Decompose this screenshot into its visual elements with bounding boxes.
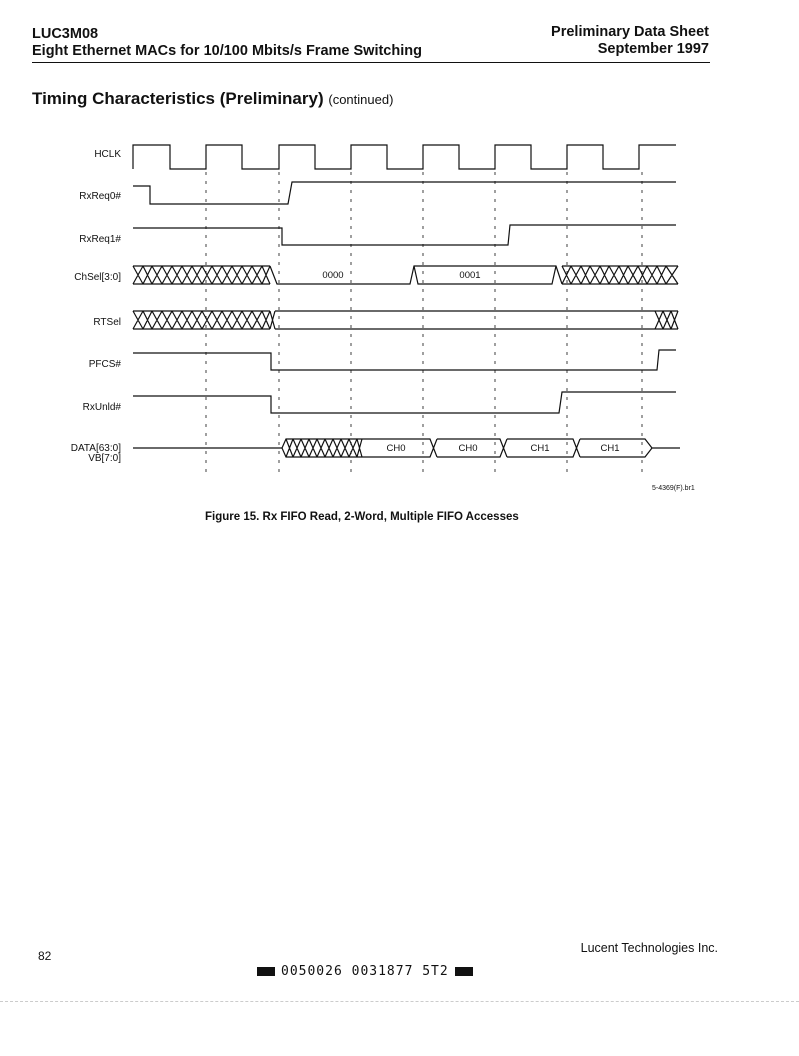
rxunld-waveform: [133, 392, 676, 413]
pfcs-waveform: [133, 350, 676, 370]
label-rxreq0: RxReq0#: [79, 191, 121, 202]
label-rtsel: RTSel: [93, 317, 121, 328]
section-title: [32, 89, 393, 109]
page-number: 82: [38, 949, 52, 963]
figure-caption: Figure 15. Rx FIFO Read, 2-Word, Multiple FIFO Accesses: [205, 511, 519, 523]
label-rxreq1: RxReq1#: [79, 234, 121, 245]
part-number: LUC3M08: [32, 26, 99, 42]
chsel-value-1: 0001: [459, 270, 481, 281]
label-hclk: HCLK: [94, 149, 121, 160]
company-name: Lucent Technologies Inc.: [580, 941, 718, 955]
product-title: Eight Ethernet MACs for 10/100 Mbits/s Frame Switching: [32, 43, 422, 59]
barcode: [251, 964, 479, 979]
data-waveform: [133, 439, 680, 457]
label-rxunld: RxUnld#: [82, 402, 121, 413]
section-continued: (continued): [328, 92, 394, 107]
timing-diagram: [0, 125, 799, 485]
rxreq0-waveform: [133, 182, 676, 204]
header-rule: [32, 62, 710, 63]
section-title-text: Timing Characteristics (Preliminary): [32, 89, 324, 108]
data-value-0: CH0: [386, 443, 406, 454]
header-left: [32, 26, 422, 60]
rtsel-waveform: [133, 311, 678, 329]
footer-rule: [0, 1001, 799, 1002]
label-pfcs: PFCS#: [88, 359, 121, 370]
data-value-2: CH1: [530, 443, 550, 454]
doc-type: Preliminary Data Sheet: [551, 24, 709, 40]
figure-id: 5-4369(F).br1: [652, 485, 695, 492]
doc-date: September 1997: [597, 41, 709, 57]
barcode-block-right: [455, 967, 473, 976]
rxreq1-waveform: [133, 225, 676, 245]
chsel-waveform: [133, 266, 678, 284]
header-right: [551, 24, 709, 58]
data-value-1: CH0: [458, 443, 478, 454]
chsel-value-0: 0000: [322, 270, 344, 281]
barcode-block-left: [257, 967, 275, 976]
label-data: DATA[63:0]: [70, 443, 121, 454]
barcode-text: 0050026 0031877 5T2: [281, 964, 449, 979]
label-vb: VB[7:0]: [88, 453, 121, 464]
hclk-waveform: [133, 145, 676, 169]
data-value-3: CH1: [600, 443, 620, 454]
label-chsel: ChSel[3:0]: [74, 272, 121, 283]
